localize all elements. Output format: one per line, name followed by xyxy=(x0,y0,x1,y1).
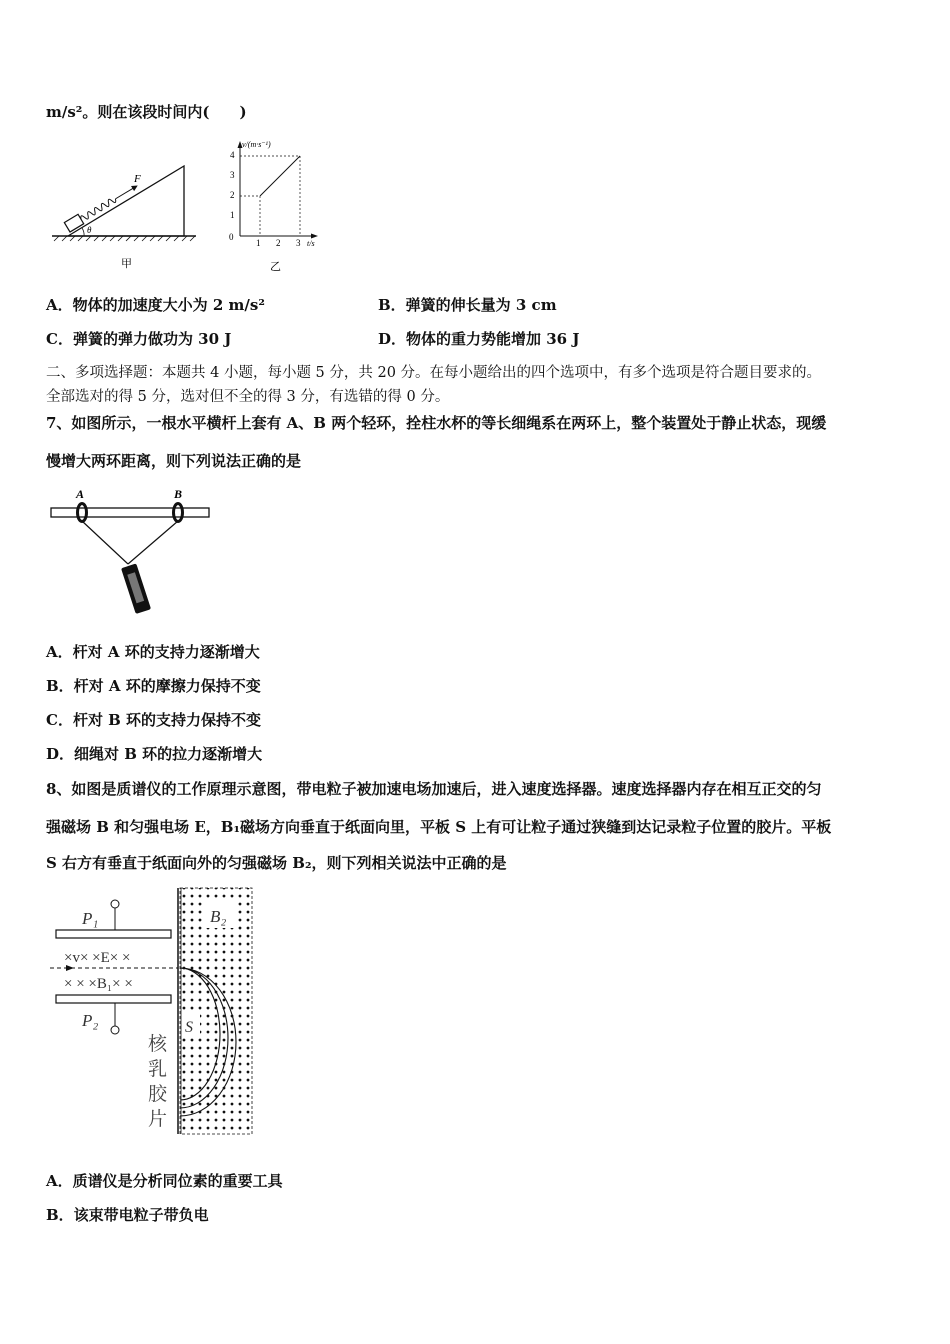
q8-option-b: B．该束带电粒子带负电 xyxy=(46,1206,209,1224)
q7-stem-line2: 慢增大两环距离，则下列说法正确的是 xyxy=(46,452,302,470)
rope-left xyxy=(82,521,128,564)
q8-option-a: A．质谱仪是分析同位素的重要工具 xyxy=(46,1172,283,1190)
y-tick-2: 2 xyxy=(230,190,235,200)
q6-figure-jia xyxy=(46,148,206,273)
field-row-lower: × × ×B₁× × xyxy=(64,976,133,992)
horizontal-bar xyxy=(51,508,209,517)
angle-label: θ xyxy=(87,225,92,235)
vt-data-line xyxy=(260,156,300,196)
y-tick-4: 4 xyxy=(230,150,235,160)
q6-option-d: D．物体的重力势能增加 36 J xyxy=(378,330,580,348)
x-axis-arrowhead xyxy=(311,234,318,239)
q6-stem-tail: m/s²。则在该段时间内( ) xyxy=(46,103,247,121)
q8-stem-line2: 强磁场 B 和匀强电场 E，B₁磁场方向垂直于纸面向里，平板 S 上有可让粒子通过狭缝到达记录粒子位置的胶片。平板 xyxy=(46,818,832,836)
q7-option-b: B．杆对 A 环的摩擦力保持不变 xyxy=(46,677,261,695)
film-char-4: 片 xyxy=(148,1109,168,1130)
q7-option-a: A．杆对 A 环的支持力逐渐增大 xyxy=(46,643,260,661)
fig-jia-caption: 甲 xyxy=(121,258,132,270)
y-tick-1: 1 xyxy=(230,210,235,220)
section2-line1: 二、多项选择题：本题共 4 小题，每小题 5 分，共 20 分。在每小题给出的四个选项中，有多个选项是符合题目要求的。 xyxy=(46,365,822,381)
film-char-1: 核 xyxy=(148,1034,168,1055)
rope-right xyxy=(128,521,178,564)
incline xyxy=(68,166,184,236)
film-char-2: 乳 xyxy=(148,1059,168,1080)
cup xyxy=(121,563,151,614)
s-label: S xyxy=(185,1019,193,1036)
x-tick-3: 3 xyxy=(296,238,301,248)
p2-terminal xyxy=(111,1026,119,1034)
p1-label: P₁ xyxy=(82,909,99,928)
plate-p1 xyxy=(56,930,171,938)
q8-stem-line1: 8、如图是质谱仪的工作原理示意图，带电粒子被加速电场加速后，进入速度选择器。速度选择器内存在相互正交的匀 xyxy=(46,780,822,798)
ring-b-label: B xyxy=(174,487,183,501)
force-label: F xyxy=(134,173,141,185)
x-tick-1: 1 xyxy=(256,238,261,248)
q8-figure xyxy=(44,884,264,1139)
p2-label: P₂ xyxy=(82,1011,99,1030)
section2-line2: 全部选对的得 5 分，选对但不全的得 3 分，有选错的得 0 分。 xyxy=(46,389,450,405)
q6-option-c: C．弹簧的弹力做功为 30 J xyxy=(46,330,232,348)
x-tick-2: 2 xyxy=(276,238,281,248)
p1-terminal xyxy=(111,900,119,908)
y-tick-3: 3 xyxy=(230,170,235,180)
x-axis-label: t/s xyxy=(307,239,315,248)
q8-stem-line3: S 右方有垂直于纸面向外的匀强磁场 B₂，则下列相关说法中正确的是 xyxy=(46,854,507,872)
fig-yi-caption: 乙 xyxy=(270,261,281,272)
plate-p2 xyxy=(56,995,171,1003)
q7-figure xyxy=(46,484,216,624)
q6-figure-yi xyxy=(222,136,332,272)
q7-option-c: C．杆对 B 环的支持力保持不变 xyxy=(46,711,262,729)
q7-option-d: D．细绳对 B 环的拉力逐渐增大 xyxy=(46,745,263,763)
y-tick-0: 0 xyxy=(229,232,234,242)
ring-a-label: A xyxy=(76,487,85,501)
b2-label: B₂ xyxy=(210,907,227,926)
q6-option-a: A．物体的加速度大小为 2 m/s² xyxy=(46,296,265,314)
q7-stem-line1: 7、如图所示，一根水平横杆上套有 A、B 两个轻环，拴柱水杯的等长细绳系在两环上，整个装置处于静止状态，现缓 xyxy=(46,414,827,432)
angle-arc xyxy=(82,228,84,236)
film-char-3: 胶 xyxy=(148,1084,168,1105)
q6-option-b: B．弹簧的伸长量为 3 cm xyxy=(378,296,557,314)
field-row-upper: ×v× ×E× × xyxy=(64,950,131,966)
y-axis-label: v/(m·s⁻¹) xyxy=(242,140,271,149)
